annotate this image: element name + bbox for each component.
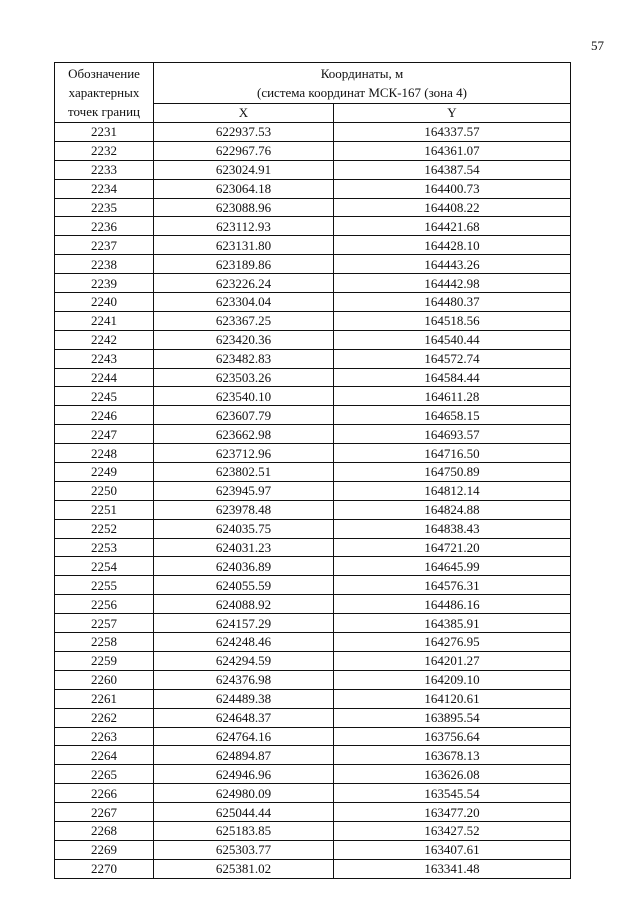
table-row bbox=[55, 538, 571, 557]
y-coordinate-cell: 164750.89 bbox=[334, 463, 571, 482]
x-coordinate-cell: 623503.26 bbox=[154, 368, 334, 387]
coords-title-line-1: Координаты, м bbox=[320, 66, 404, 81]
y-coordinate-cell: 164442.98 bbox=[334, 274, 571, 293]
y-coordinate-cell: 164209.10 bbox=[334, 670, 571, 689]
x-coordinate-cell: 623712.96 bbox=[154, 444, 334, 463]
y-coordinate-cell: 164658.15 bbox=[334, 406, 571, 425]
x-coordinate-cell: 625183.85 bbox=[154, 821, 334, 840]
table-row bbox=[55, 821, 571, 840]
point-id-cell: 2242 bbox=[55, 330, 154, 349]
point-id-cell: 2248 bbox=[55, 444, 154, 463]
x-coordinate-cell: 623226.24 bbox=[154, 274, 334, 293]
x-coordinate-cell: 622937.53 bbox=[154, 123, 334, 142]
y-coordinate-cell: 164400.73 bbox=[334, 179, 571, 198]
x-coordinate-cell: 623112.93 bbox=[154, 217, 334, 236]
table-body bbox=[55, 123, 571, 879]
point-id-cell: 2261 bbox=[55, 689, 154, 708]
x-coordinate-cell: 623367.25 bbox=[154, 311, 334, 330]
table-row bbox=[55, 708, 571, 727]
table-row bbox=[55, 141, 571, 160]
y-coordinate-cell: 164120.61 bbox=[334, 689, 571, 708]
point-id-cell: 2237 bbox=[55, 236, 154, 255]
point-id-cell: 2262 bbox=[55, 708, 154, 727]
x-coordinate-cell: 624036.89 bbox=[154, 557, 334, 576]
x-coordinate-cell: 624376.98 bbox=[154, 670, 334, 689]
coordinates-header bbox=[154, 63, 571, 104]
table-row bbox=[55, 236, 571, 255]
point-id-cell: 2252 bbox=[55, 519, 154, 538]
x-coordinate-cell: 624055.59 bbox=[154, 576, 334, 595]
table-row bbox=[55, 670, 571, 689]
x-coordinate-cell: 624157.29 bbox=[154, 614, 334, 633]
table-header bbox=[55, 63, 571, 123]
table-row bbox=[55, 406, 571, 425]
x-coordinate-cell: 624035.75 bbox=[154, 519, 334, 538]
table-row bbox=[55, 500, 571, 519]
table-row bbox=[55, 614, 571, 633]
point-label-line-1: Обозначение bbox=[68, 66, 140, 81]
table-row bbox=[55, 840, 571, 859]
point-id-cell: 2232 bbox=[55, 141, 154, 160]
point-id-cell: 2268 bbox=[55, 821, 154, 840]
y-coordinate-cell: 164611.28 bbox=[334, 387, 571, 406]
point-id-cell: 2266 bbox=[55, 784, 154, 803]
table-row bbox=[55, 595, 571, 614]
table-row bbox=[55, 387, 571, 406]
page-number: 57 bbox=[591, 38, 604, 53]
point-id-cell: 2255 bbox=[55, 576, 154, 595]
point-id-cell: 2234 bbox=[55, 179, 154, 198]
table-row bbox=[55, 576, 571, 595]
x-coordinate-cell: 624088.92 bbox=[154, 595, 334, 614]
table-row bbox=[55, 746, 571, 765]
x-coordinate-cell: 623189.86 bbox=[154, 255, 334, 274]
y-coordinate-cell: 163678.13 bbox=[334, 746, 571, 765]
point-id-cell: 2259 bbox=[55, 651, 154, 670]
table-row bbox=[55, 803, 571, 822]
x-coordinate-cell: 625303.77 bbox=[154, 840, 334, 859]
x-coordinate-cell: 623420.36 bbox=[154, 330, 334, 349]
point-id-cell: 2270 bbox=[55, 859, 154, 878]
point-id-cell: 2256 bbox=[55, 595, 154, 614]
point-id-cell: 2263 bbox=[55, 727, 154, 746]
table-row bbox=[55, 444, 571, 463]
point-id-cell: 2258 bbox=[55, 633, 154, 652]
x-coordinate-cell: 623978.48 bbox=[154, 500, 334, 519]
x-coordinate-cell: 623945.97 bbox=[154, 481, 334, 500]
point-id-cell: 2240 bbox=[55, 293, 154, 312]
x-coordinate-cell: 623024.91 bbox=[154, 160, 334, 179]
point-id-cell: 2257 bbox=[55, 614, 154, 633]
x-coordinate-cell: 624248.46 bbox=[154, 633, 334, 652]
y-coordinate-cell: 164276.95 bbox=[334, 633, 571, 652]
table-row bbox=[55, 859, 571, 878]
table-row bbox=[55, 293, 571, 312]
y-coordinate-cell: 164572.74 bbox=[334, 349, 571, 368]
table-row bbox=[55, 198, 571, 217]
point-id-cell: 2247 bbox=[55, 425, 154, 444]
y-coordinate-cell: 164716.50 bbox=[334, 444, 571, 463]
coords-title-line-2: (система координат МСК-167 (зона 4) bbox=[257, 85, 467, 100]
x-coordinate-cell: 624294.59 bbox=[154, 651, 334, 670]
point-id-cell: 2244 bbox=[55, 368, 154, 387]
table-row bbox=[55, 651, 571, 670]
x-coordinate-cell: 623131.80 bbox=[154, 236, 334, 255]
table-row bbox=[55, 349, 571, 368]
point-id-cell: 2265 bbox=[55, 765, 154, 784]
y-coordinate-cell: 163341.48 bbox=[334, 859, 571, 878]
point-id-cell: 2251 bbox=[55, 500, 154, 519]
y-column-header: Y bbox=[334, 104, 571, 123]
y-coordinate-cell: 164486.16 bbox=[334, 595, 571, 614]
point-id-cell: 2254 bbox=[55, 557, 154, 576]
table-row bbox=[55, 765, 571, 784]
point-id-cell: 2245 bbox=[55, 387, 154, 406]
y-coordinate-cell: 164838.43 bbox=[334, 519, 571, 538]
table-row bbox=[55, 255, 571, 274]
x-coordinate-cell: 624648.37 bbox=[154, 708, 334, 727]
y-coordinate-cell: 164361.07 bbox=[334, 141, 571, 160]
y-coordinate-cell: 164428.10 bbox=[334, 236, 571, 255]
x-coordinate-cell: 624946.96 bbox=[154, 765, 334, 784]
x-coordinate-cell: 625044.44 bbox=[154, 803, 334, 822]
y-coordinate-cell: 164408.22 bbox=[334, 198, 571, 217]
table-row bbox=[55, 217, 571, 236]
point-designation-header bbox=[55, 63, 154, 123]
point-id-cell: 2239 bbox=[55, 274, 154, 293]
point-id-cell: 2231 bbox=[55, 123, 154, 142]
point-id-cell: 2236 bbox=[55, 217, 154, 236]
point-id-cell: 2267 bbox=[55, 803, 154, 822]
y-coordinate-cell: 164824.88 bbox=[334, 500, 571, 519]
y-coordinate-cell: 163626.08 bbox=[334, 765, 571, 784]
point-id-cell: 2246 bbox=[55, 406, 154, 425]
y-coordinate-cell: 164721.20 bbox=[334, 538, 571, 557]
x-coordinate-cell: 623482.83 bbox=[154, 349, 334, 368]
table-row bbox=[55, 463, 571, 482]
point-id-cell: 2241 bbox=[55, 311, 154, 330]
point-id-cell: 2260 bbox=[55, 670, 154, 689]
x-coordinate-cell: 624894.87 bbox=[154, 746, 334, 765]
point-id-cell: 2233 bbox=[55, 160, 154, 179]
point-id-cell: 2269 bbox=[55, 840, 154, 859]
x-coordinate-cell: 625381.02 bbox=[154, 859, 334, 878]
x-coordinate-cell: 623540.10 bbox=[154, 387, 334, 406]
y-coordinate-cell: 164693.57 bbox=[334, 425, 571, 444]
table-row bbox=[55, 633, 571, 652]
table-row bbox=[55, 179, 571, 198]
x-coordinate-cell: 624980.09 bbox=[154, 784, 334, 803]
y-coordinate-cell: 164201.27 bbox=[334, 651, 571, 670]
x-column-header: X bbox=[154, 104, 334, 123]
point-label-line-2: характерных bbox=[68, 85, 140, 100]
table-row bbox=[55, 274, 571, 293]
x-coordinate-cell: 623304.04 bbox=[154, 293, 334, 312]
y-coordinate-cell: 164645.99 bbox=[334, 557, 571, 576]
y-coordinate-cell: 163427.52 bbox=[334, 821, 571, 840]
y-coordinate-cell: 164812.14 bbox=[334, 481, 571, 500]
point-id-cell: 2249 bbox=[55, 463, 154, 482]
y-coordinate-cell: 163407.61 bbox=[334, 840, 571, 859]
y-coordinate-cell: 164387.54 bbox=[334, 160, 571, 179]
table-row bbox=[55, 330, 571, 349]
x-coordinate-cell: 624764.16 bbox=[154, 727, 334, 746]
point-id-cell: 2235 bbox=[55, 198, 154, 217]
point-id-cell: 2238 bbox=[55, 255, 154, 274]
x-coordinate-cell: 623802.51 bbox=[154, 463, 334, 482]
y-coordinate-cell: 163756.64 bbox=[334, 727, 571, 746]
x-coordinate-cell: 623064.18 bbox=[154, 179, 334, 198]
table-row bbox=[55, 519, 571, 538]
table-row bbox=[55, 160, 571, 179]
y-coordinate-cell: 163477.20 bbox=[334, 803, 571, 822]
point-id-cell: 2253 bbox=[55, 538, 154, 557]
x-coordinate-cell: 623662.98 bbox=[154, 425, 334, 444]
y-coordinate-cell: 164337.57 bbox=[334, 123, 571, 142]
x-coordinate-cell: 624489.38 bbox=[154, 689, 334, 708]
y-coordinate-cell: 164518.56 bbox=[334, 311, 571, 330]
y-coordinate-cell: 164385.91 bbox=[334, 614, 571, 633]
y-coordinate-cell: 164584.44 bbox=[334, 368, 571, 387]
table-row bbox=[55, 689, 571, 708]
point-label-line-3: точек границ bbox=[67, 104, 141, 119]
y-coordinate-cell: 164443.26 bbox=[334, 255, 571, 274]
y-coordinate-cell: 163895.54 bbox=[334, 708, 571, 727]
y-coordinate-cell: 163545.54 bbox=[334, 784, 571, 803]
point-id-cell: 2243 bbox=[55, 349, 154, 368]
x-coordinate-cell: 623607.79 bbox=[154, 406, 334, 425]
y-coordinate-cell: 164480.37 bbox=[334, 293, 571, 312]
table-row bbox=[55, 123, 571, 142]
point-id-cell: 2264 bbox=[55, 746, 154, 765]
point-id-cell: 2250 bbox=[55, 481, 154, 500]
y-coordinate-cell: 164421.68 bbox=[334, 217, 571, 236]
x-coordinate-cell: 623088.96 bbox=[154, 198, 334, 217]
y-coordinate-cell: 164540.44 bbox=[334, 330, 571, 349]
table-row bbox=[55, 481, 571, 500]
table-row bbox=[55, 557, 571, 576]
table-row bbox=[55, 784, 571, 803]
table-row bbox=[55, 311, 571, 330]
table-row bbox=[55, 425, 571, 444]
x-coordinate-cell: 622967.76 bbox=[154, 141, 334, 160]
x-coordinate-cell: 624031.23 bbox=[154, 538, 334, 557]
coordinates-table bbox=[54, 62, 571, 879]
table-row bbox=[55, 368, 571, 387]
table-row bbox=[55, 727, 571, 746]
y-coordinate-cell: 164576.31 bbox=[334, 576, 571, 595]
